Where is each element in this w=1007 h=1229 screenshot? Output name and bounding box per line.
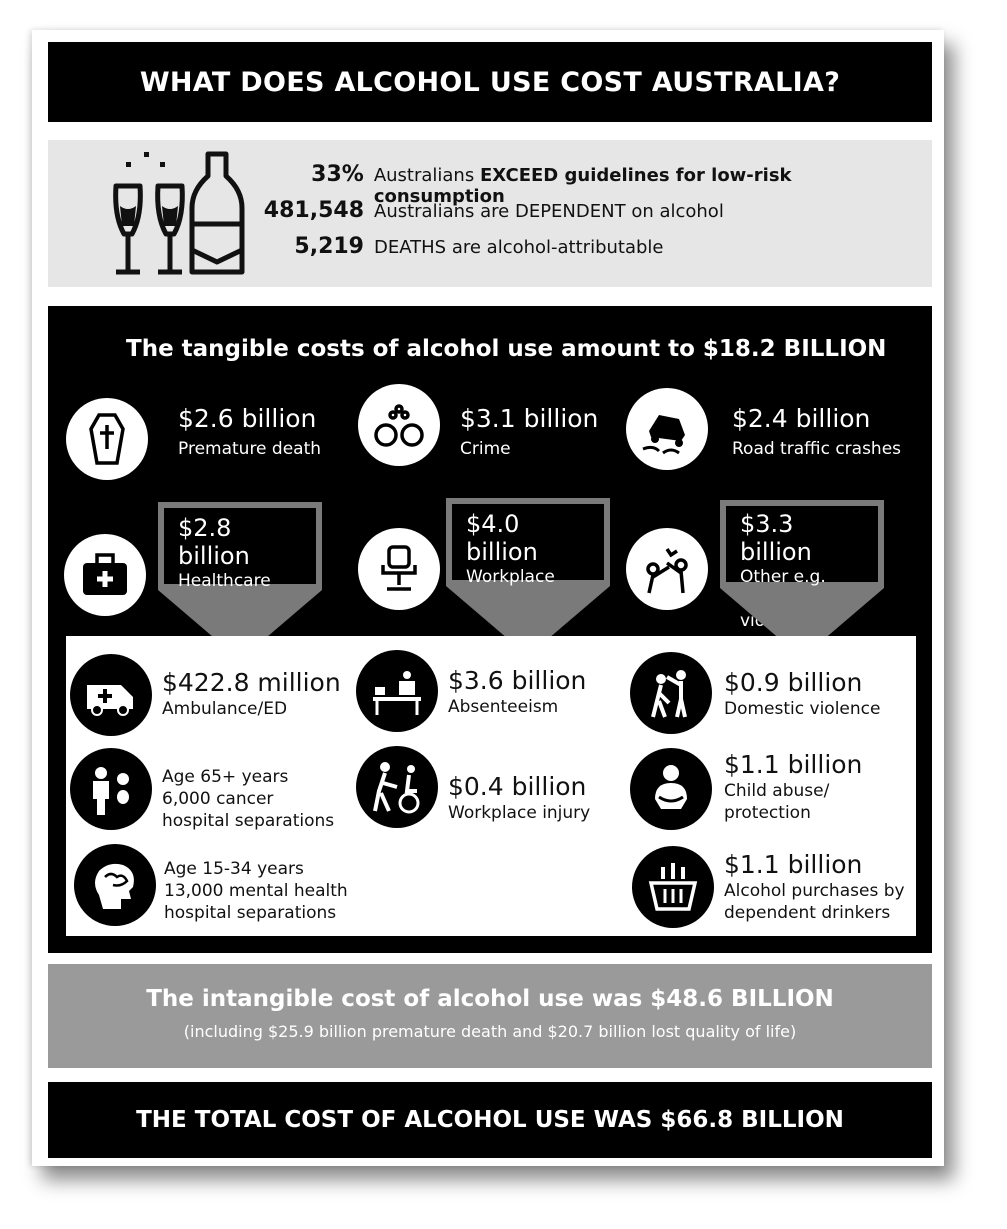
stat-value: 5,219 [294,234,364,259]
box-healthcare: $2.8 billion Healthcare [158,502,322,590]
sub-domestic-violence: $0.9 billion Domestic violence [724,668,881,719]
wheelchair-icon [356,746,438,828]
stat-text: Australians are DEPENDENT on alcohol [374,201,724,222]
medical-kit-icon [64,534,146,616]
sub-alcohol-purchases: $1.1 billion Alcohol purchases by dependent drinkers [724,850,905,923]
intangible-note: (including $25.9 billion premature death and $20.7 billion lost quality of life) [183,1022,797,1041]
organs-icon [70,748,152,830]
infographic-card [32,30,944,1166]
stat-value: 481,548 [263,198,364,223]
tangible-costs-panel [48,306,932,953]
sub-absenteeism: $3.6 billion Absenteeism [448,666,587,717]
box-workplace: $4.0 billion Workplace [446,498,610,586]
cost-crime: $3.1 billion Crime [460,404,599,459]
stat-value: 33% [311,162,364,187]
tangible-title: The tangible costs of alcohol use amount to $18.2 BILLION [126,336,887,362]
total-cost-banner [48,1082,932,1158]
intangible-title: The intangible cost of alcohol use was $48.6 BILLION [146,986,834,1012]
cost-road-crashes: $2.4 billion Road traffic crashes [732,404,902,459]
fight-icon [626,528,708,610]
car-crash-icon [626,388,708,470]
title-banner [48,42,932,122]
basket-icon [632,846,714,928]
intangible-costs-panel [48,964,932,1068]
page-title: WHAT DOES ALCOHOL USE COST AUSTRALIA? [139,66,841,98]
coffin-icon [66,398,148,480]
domestic-violence-icon [630,652,712,734]
cost-breakdown-panel [66,636,916,936]
total-cost-text: THE TOTAL COST OF ALCOHOL USE WAS $66.8 BILLION [136,1107,844,1133]
box-other: $3.3 billion Other e.g. family violence [720,500,884,588]
handcuffs-icon [358,384,440,466]
stat-text: Australians EXCEED guidelines for low-risk consumption [373,165,792,207]
sub-mental-health: Age 15-34 years 13,000 mental health hospital separations [164,859,348,923]
sub-cancer: Age 65+ years 6,000 cancer hospital separations [162,767,335,831]
sub-child-abuse: $1.1 billion Child abuse/ protection [724,750,863,823]
stat-row-exceed [228,162,928,207]
ambulance-icon [70,654,152,736]
key-stats-panel [48,140,932,287]
sub-workplace-injury: $0.4 billion Workplace injury [448,772,591,823]
stat-row-deaths [228,234,928,270]
brain-icon [74,844,156,926]
office-chair-icon [358,528,440,610]
cost-premature-death: $2.6 billion Premature death [178,404,322,459]
sub-ambulance: $422.8 million Ambulance/ED [162,668,341,719]
empty-desk-icon [356,650,438,732]
child-icon [630,748,712,830]
stat-text: DEATHS are alcohol-attributable [374,237,664,258]
